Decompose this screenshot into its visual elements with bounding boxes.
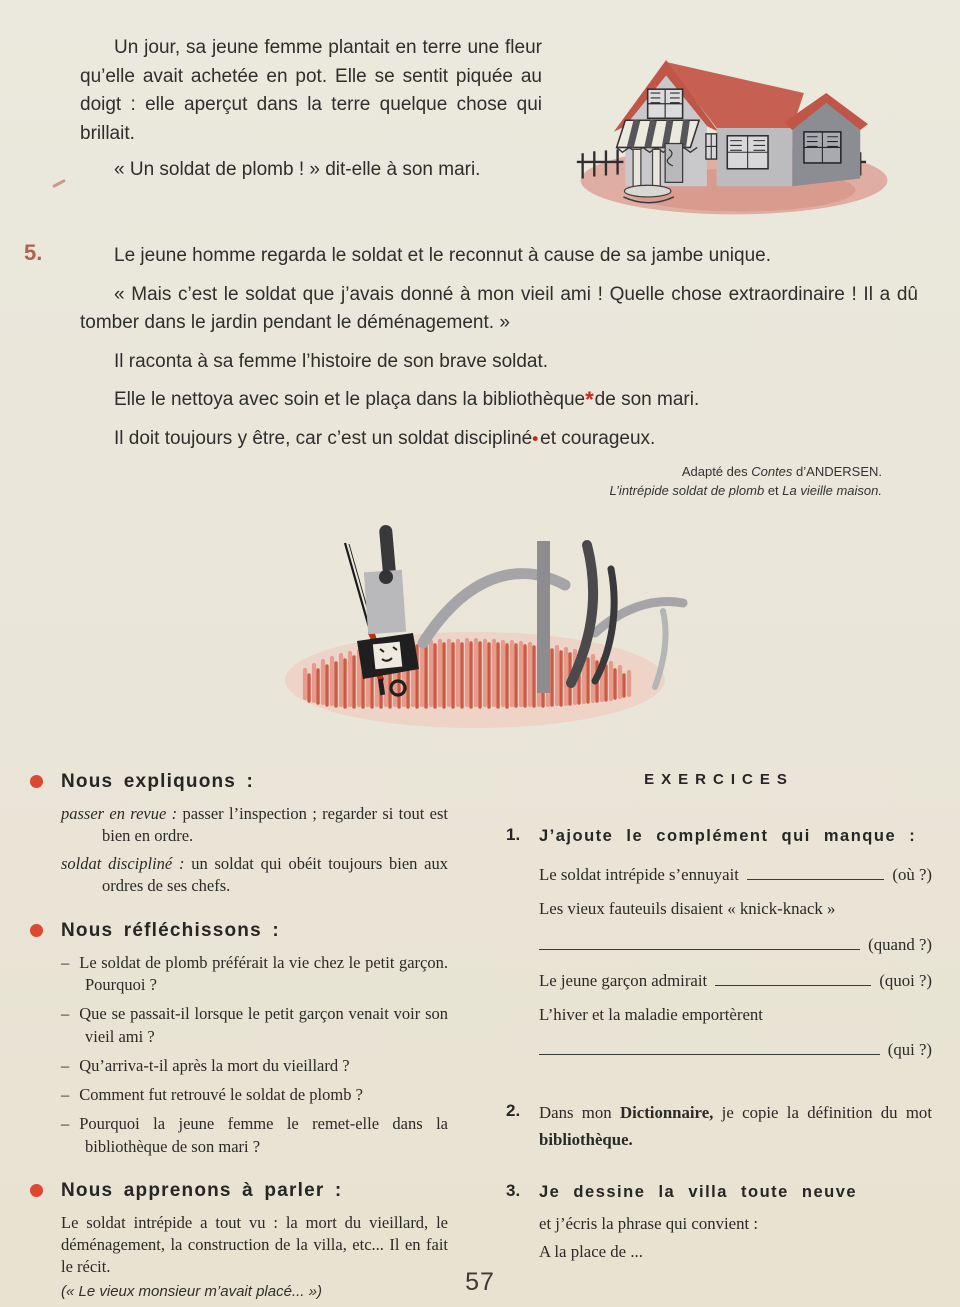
answer-blank xyxy=(539,1039,880,1056)
exercise-1-heading: J’ajoute le complément qui manque : xyxy=(539,826,917,845)
story-paragraph: « Un soldat de plomb ! » dit-elle à son mari. xyxy=(114,159,481,180)
story-section-5 xyxy=(0,242,960,453)
story-paragraph: Le jeune homme regarda le soldat et le reconnut à cause de sa jambe unique. xyxy=(114,245,771,266)
question-list xyxy=(30,952,448,1158)
section-number: 5. xyxy=(24,240,43,265)
garden-illustration xyxy=(0,515,960,737)
exercise-number: 1. xyxy=(506,824,521,844)
story-paragraph: Il raconta à sa femme l’histoire de son brave soldat. xyxy=(114,350,549,372)
section-reflechissons-heading: Nous réfléchissons : xyxy=(30,920,448,942)
attribution-line-2: L’intrépide soldat de plomb et La vieille maison. xyxy=(609,482,882,498)
bottom-columns xyxy=(0,771,960,1300)
exercise-3 xyxy=(506,1180,932,1262)
section-expliquons-heading: Nous expliquons : xyxy=(30,771,448,793)
story-paragraph: Un jour, sa jeune femme plantait en terre une fleur qu’elle avait achetée en pot. Elle se sentit piquée au doigt : elle aperçut dans la terre quelque chose qui brillait. xyxy=(80,37,542,144)
left-column xyxy=(30,771,448,1300)
apprenons-body: Le soldat intrépide a tout vu : la mort du vieillard, le déménagement, la construction de la villa, etc... Il en fait le récit. xyxy=(61,1212,448,1277)
exercise-3-line: A la place de ... xyxy=(539,1241,643,1261)
fill-in-line: (qui ?) xyxy=(539,1039,932,1061)
question-item: – Le soldat de plomb préférait la vie chez le petit garçon. Pourquoi ? xyxy=(61,952,448,995)
question-item: – Pourquoi la jeune femme le remet-elle dans la bibliothèque de son mari ? xyxy=(61,1114,448,1156)
story-paragraph: « Mais c’est le soldat que j’avais donné à mon vieil ami ! Quelle chose extraordinaire ! Il a dû tomber dans le jardin pendant le déménagement. » xyxy=(80,283,918,333)
fill-in-line: L’hiver et la maladie emportèrent xyxy=(539,1004,763,1024)
answer-blank xyxy=(715,969,871,986)
page-footer xyxy=(0,1268,960,1297)
exercise-1-lines xyxy=(539,863,932,1060)
villa-illustration xyxy=(542,26,930,224)
exercise-3-heading: Je dessine la villa toute neuve xyxy=(539,1183,858,1202)
story-paragraph: Il doit toujours y être, car c’est un soldat discipliné• et courageux. xyxy=(114,427,656,449)
exercises-title: EXERCICES xyxy=(644,770,794,788)
exercise-2-text: Dans mon Dictionnaire, je copie la définition du mot bibliothèque. xyxy=(539,1103,932,1150)
question-item: – Que se passait-il lorsque le petit garçon venait voir son vieil ami ? xyxy=(61,1004,448,1046)
villa-drawing xyxy=(571,32,901,224)
red-bullet-icon xyxy=(30,1184,43,1197)
exercise-2 xyxy=(506,1100,932,1154)
story-intro xyxy=(80,26,542,224)
definition-item: soldat discipliné : un soldat qui obéit toujours bien aux ordres de ses chefs. xyxy=(61,854,448,896)
page-number: 57 xyxy=(465,1268,495,1296)
answer-blank xyxy=(747,863,884,880)
exercise-number: 2. xyxy=(506,1101,521,1121)
red-bullet-icon xyxy=(30,775,43,788)
dot-reference-mark: • xyxy=(532,428,539,448)
exercise-1 xyxy=(506,824,932,1075)
fill-in-line: Les vieux fauteuils disaient « knick-knack » xyxy=(539,899,836,919)
asterisk-reference-mark: * xyxy=(585,387,594,412)
story-paragraph: Elle le nettoya avec soin et le plaça dans la bibliothèque*de son mari. xyxy=(114,387,700,412)
question-item: – Comment fut retrouvé le soldat de plomb ? xyxy=(61,1085,363,1105)
exercise-number: 3. xyxy=(506,1181,521,1201)
fill-in-line: (quand ?) xyxy=(539,933,932,955)
question-item: – Qu’arriva-t-il après la mort du vieillard ? xyxy=(61,1055,350,1075)
story-intro-row xyxy=(0,26,960,224)
answer-blank xyxy=(539,933,860,950)
exercises-column xyxy=(506,771,932,1300)
apprenons-note: (« Le vieux monsieur m’avait placé... ») xyxy=(61,1282,322,1300)
attribution-line-1: Adapté des Contes d’ANDERSEN. xyxy=(681,464,882,479)
exercise-3-line: et j’écris la phrase qui convient : xyxy=(539,1213,759,1233)
section-apprenons-heading: Nous apprenons à parler : xyxy=(30,1180,448,1202)
attribution xyxy=(0,463,960,501)
fill-in-line: Le jeune garçon admirait (quoi ?) xyxy=(539,970,932,990)
red-bullet-icon xyxy=(30,924,43,937)
fill-in-line: Le soldat intrépide s’ennuyait (où ?) xyxy=(539,865,932,885)
tin-soldier-in-grass-drawing xyxy=(265,515,695,737)
definition-item: passer en revue : passer l’inspection ; regarder si tout est bien en ordre. xyxy=(61,803,448,845)
